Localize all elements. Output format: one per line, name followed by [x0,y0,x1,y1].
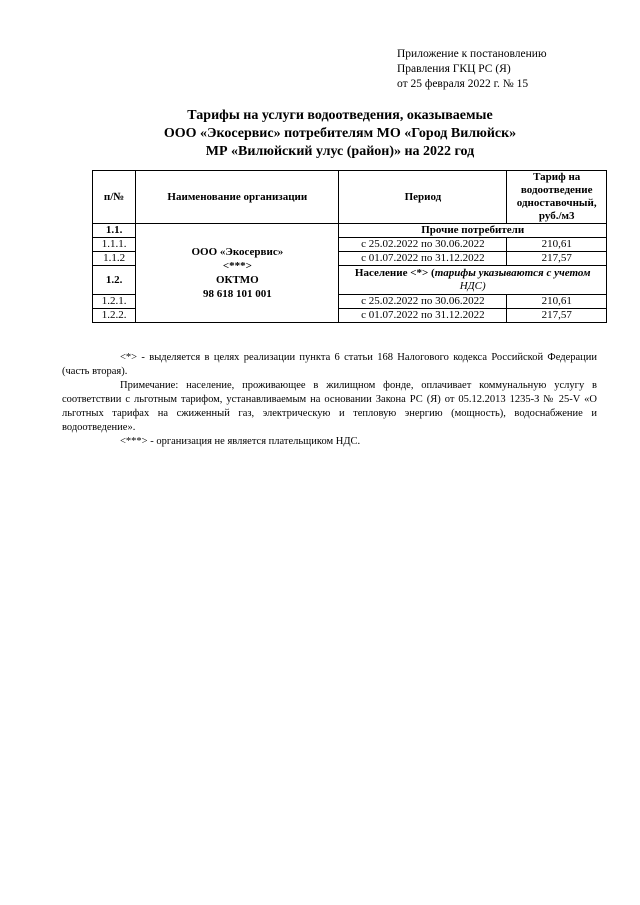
group-num: 1.2. [93,266,136,295]
header-num: п/№ [93,171,136,224]
org-name: ООО «Экосервис» [191,246,284,258]
row-num: 1.2.2. [93,309,136,323]
title-line-2: ООО «Экосервис» потребителям МО «Город Вилюйск» [163,126,517,141]
footnote-vat: <*> - выделяется в целях реализации пункта 6 статьи 168 Налогового кодекса Российской Федерации (часть вторая). [62,352,597,377]
group-title [339,266,607,295]
oktmo-label: ОКТМО [216,274,259,286]
row-num: 1.1.2 [93,252,136,266]
row-period: с 25.02.2022 по 30.06.2022 [339,238,507,252]
org-mark: <***> [222,260,252,272]
group-num: 1.1. [93,224,136,238]
annex-line-1: Приложение к постановлению [397,48,547,60]
group-title-bold: Население <*> ( [354,267,435,279]
row-tariff: 217,57 [507,252,607,266]
group-title-italic: тарифы указываются с учетом [434,267,591,279]
group-title-plain: НДС) [459,280,486,292]
annex-block [397,47,547,92]
header-period: Период [339,171,507,224]
title-line-3: МР «Вилюйский улус (район)» на 2022 год [205,144,475,159]
footnote-population: Примечание: население, проживающее в жилищном фонде, оплачивает коммунальную услугу в соответствии с льготным тарифом, устанавливаемым на основании Закона РС (Я) от 05.12.2013 1235-З № 25-V «О льготных тарифах на сжиженный газ, электрическую и тепловую энергию (мощность), водоснабжение и водоотведение». [62,380,597,433]
row-period: с 01.07.2022 по 31.12.2022 [339,252,507,266]
tariff-table [92,170,607,323]
table-row [93,224,607,238]
row-num: 1.1.1. [93,238,136,252]
document-title [60,107,620,161]
footnotes [62,351,597,449]
row-num: 1.2.1. [93,295,136,309]
row-period: с 01.07.2022 по 31.12.2022 [339,309,507,323]
header-org: Наименование организации [136,171,339,224]
header-tariff: Тариф на водоотведение одноставочный, руб./м3 [507,171,607,224]
title-line-1: Тарифы на услуги водоотведения, оказываемые [187,108,493,123]
annex-line-3: от 25 февраля 2022 г. № 15 [397,78,529,90]
table-header-row [93,171,607,224]
group-title: Прочие потребители [339,224,607,238]
oktmo-value: 98 618 101 001 [202,288,272,300]
row-tariff: 217,57 [507,309,607,323]
row-tariff: 210,61 [507,238,607,252]
footnote-no-vat: <***> - организация не является плательщиком НДС. [120,436,361,447]
organization-cell [136,224,339,323]
row-period: с 25.02.2022 по 30.06.2022 [339,295,507,309]
annex-line-2: Правления ГКЦ РС (Я) [397,63,511,75]
row-tariff: 210,61 [507,295,607,309]
